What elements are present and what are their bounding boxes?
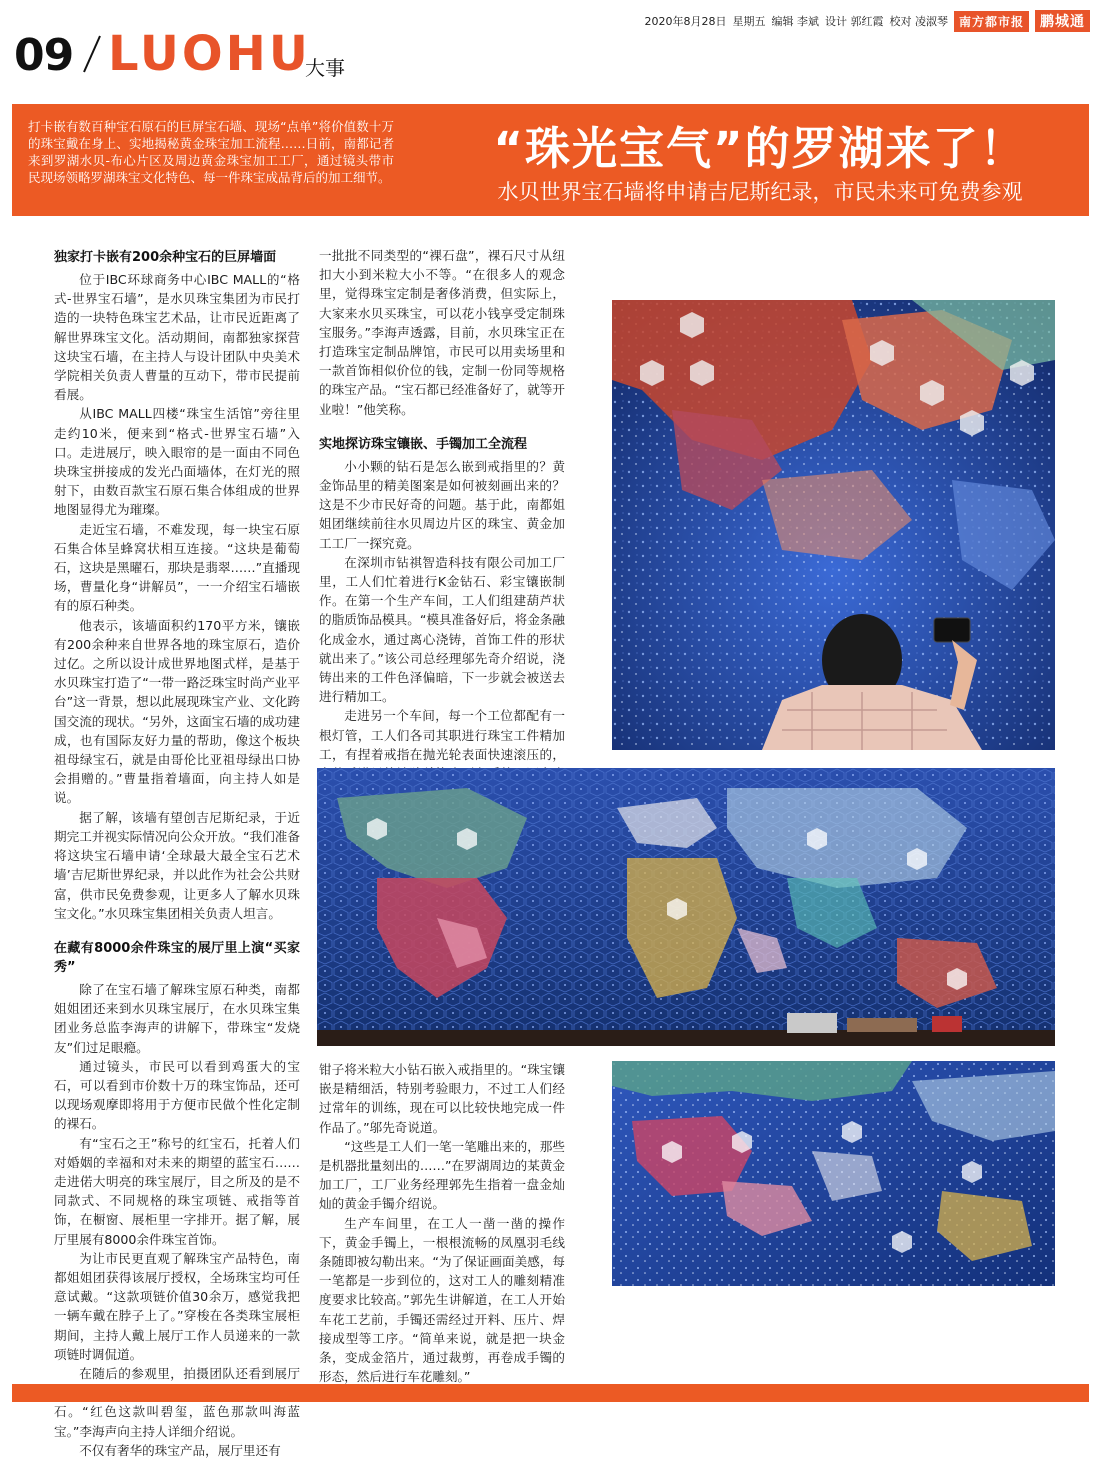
footer-bar xyxy=(12,1384,1089,1402)
paragraph: 走进另一个车间，每一个工位都配有一根灯管，工人们各司其职进行珠宝工件精加工，有捏着戒指在抛光轮表面快速滚压的， xyxy=(319,708,565,762)
paragraph: 在深圳市钻祺智造科技有限公司加工厂里，工人们忙着进行K金钻石、彩宝镶嵌制作。在第一个生产车间，工人们组建葫芦状的脂质饰品模具。“模具准备好后，将金条融化成金水，通过离心浇铸，首饰工件的形状就出来了。”该公司总经理邬先奇介绍说，浇铸出来的工件色泽偏暗，下一步就会被送去进行精加工。 xyxy=(319,554,565,705)
issue-weekday: 星期五 xyxy=(732,15,766,28)
gem-wall-detail-photo xyxy=(612,1061,1055,1286)
paragraph: “这些是工人们一笔一笔雕出来的，那些是机器批量刻出的……”在罗湖周边的某黄金加工厂，工厂业务经理郭先生指着一盘金灿灿的黄金手镯介绍说。 xyxy=(319,1138,565,1212)
paragraph: 从IBC MALL四楼“珠宝生活馆”旁往里走约10米，便来到“格式-世界宝石墙”入口。走进展厅，映入眼帘的是一面由不同色块珠宝拼接成的发光凸面墙体，在灯光的照射下，由数百款宝石原石集合体组成的世界地图显得尤为璀璨。 xyxy=(54,406,300,518)
page-number: 09 xyxy=(14,30,74,81)
article-column-2 xyxy=(319,246,565,802)
paragraph: 生产车间里，在工人一凿一凿的操作下，黄金手镯上，一根根流畅的凤凰羽毛线条随即被勾勒出来。“为了保证画面美感，每一笔都是一步到位的，这对工人的雕刻精准度要求比较高。”郭先生讲解道，在工人开始车花工艺前，手镯还需经过开料、压片、焊接成型等工序。“简单来说，就是把一块金条，变成金箔片，通过裁剪，再卷成手镯的形态，然后进行车花雕刻。” xyxy=(319,1215,565,1385)
article-column-1 xyxy=(54,246,300,1460)
proofreader-credit: 校对 凌淑琴 xyxy=(889,15,948,28)
paragraph: 据了解，该墙有望创吉尼斯纪录，于近期完工并视实际情况向公众开放。“我们准备将这块宝石墙申请‘全球最大最全宝石艺术墙’吉尼斯世界纪录，并以此作为社会公共财富，供市民免费参观，让更多人了解水贝珠宝文化。”水贝珠宝集团相关负责人坦言。 xyxy=(54,809,300,921)
subheadline: 水贝世界宝石墙将申请吉尼斯纪录，市民未来可免费参观 xyxy=(497,180,1023,204)
paragraph: 他表示，该墙面积约170平方米，镶嵌有200余种来自世界各地的珠宝原石，造价过亿。之所以设计成世界地图式样，是基于水贝珠宝打造了“一带一路泛珠宝时尚产业平台”这一背景，想以此展现珠宝产业、文化跨国交流的现状。“另外，这面宝石墙的成功建成，也有国际友好力量的帮助，像这个板块祖母绿宝石，就是由哥伦比亚祖母绿出口协会捐赠的。”曹量指着墙面，向主持人如是说。 xyxy=(54,617,300,806)
subheading: 在藏有8000余件珠宝的展厅里上演“买家秀” xyxy=(54,940,300,975)
paragraph: 通过镜头，市民可以看到鸡蛋大的宝石，可以看到市价数十万的珠宝饰品，还可以现场观摩即将用于方便市民做个性化定制的裸石。 xyxy=(54,1058,300,1132)
paragraph: 不仅有奢华的珠宝产品，展厅里还有 xyxy=(79,1442,281,1458)
paragraph: 走近宝石墙，不难发现，每一块宝石原石集合体呈蜂窝状相互连接。“这块是葡萄石，这块是黑曜石，那块是翡翠……”直播现场，曹量化身“讲解员”，一一介绍宝石墙嵌有的原石种类。 xyxy=(54,521,300,614)
paragraph: 在随后的参观里，拍摄团队还看到展厅 石。“红色这款叫碧玺，蓝色那款叫海蓝宝。”李海声向主持人详细介绍说。 xyxy=(54,1365,300,1439)
paragraph: 除了在宝石墙了解珠宝原石种类，南都姐姐团还来到水贝珠宝展厅，在水贝珠宝集团业务总监李海声的讲解下，带珠宝“发烧友”们过足眼瘾。 xyxy=(54,981,300,1055)
paragraph: 小小颗的钻石是怎么嵌到戒指里的？黄金饰品里的精美图案是如何被刻画出来的？这是不少市民好奇的问题。基于此，南都姐姐团继续前往水贝周边片区的珠宝、黄金加工工厂一探究竟。 xyxy=(319,458,565,551)
section-subtitle: 大事 xyxy=(305,56,345,80)
gem-wall-closeup-photo xyxy=(612,300,1055,750)
masthead-info-line xyxy=(500,10,1090,32)
paragraph: 为让市民更直观了解珠宝产品特色，南都姐姐团获得该展厅授权，全场珠宝均可任意试戴。“这款项链价值30余万，感觉我把一辆车戴在脖子上了。”穿梭在各类珠宝展柜期间，主持人戴上展厅工作人员递来的一款项链时调侃道。 xyxy=(54,1250,300,1362)
gem-wall-panorama-photo xyxy=(317,768,1055,1046)
issue-date: 2020年8月28日 xyxy=(644,15,727,28)
editor-credit: 编辑 李斌 xyxy=(771,15,819,28)
designer-credit: 设计 郭红霞 xyxy=(824,15,884,28)
subheading: 实地探访珠宝镶嵌、手镯加工全流程 xyxy=(319,436,528,452)
edition-logo: 鹏城通 xyxy=(1035,10,1090,32)
slash-divider xyxy=(78,32,104,76)
subheading: 独家打卡嵌有200余种宝石的巨屏墙面 xyxy=(54,250,277,265)
headline: “珠光宝气”的罗湖来了！ xyxy=(493,122,1027,175)
banner-lead-paragraph: 打卡嵌有数百种宝石原石的巨屏宝石墙、现场“点单”将价值数十万的珠宝戴在身上、实地揭秘黄金珠宝加工流程……日前，南都记者来到罗湖水贝-布心片区及周边黄金珠宝加工工厂，通过镜头带市民现场领略罗湖珠宝文化特色、每一件珠宝成品背后的加工细节。 xyxy=(28,119,394,185)
paragraph: 位于IBC环球商务中心IBC MALL的“格式-世界宝石墙”，是水贝珠宝集团为市民打造的一块特色珠宝艺术品，让市民近距离了解世界珠宝文化。活动期间，南都独家探营这块宝石墙，在主持人与设计团队中央美术学院相关负责人曹量的互动下，带市民提前看展。 xyxy=(54,272,300,403)
newspaper-logo: 南方都市报 xyxy=(954,11,1029,32)
article-column-2-continued xyxy=(319,1060,565,1406)
paragraph: 钳子将米粒大小钻石嵌入戒指里的。“珠宝镶嵌是精细活，特别考验眼力，不过工人们经过常年的训练，现在可以比较快地完成一件作品了。”邬先奇说道。 xyxy=(319,1062,565,1135)
section-name: LUOHU xyxy=(108,26,311,82)
paragraph: 有“宝石之王”称号的红宝石，托着人们对婚姻的幸福和对未来的期望的蓝宝石……走进偌大明亮的珠宝展厅，目之所及的是不同款式、不同规格的珠宝项链、戒指等首饰，在橱窗、展柜里一字排开。据了解，展厅里展有8000余件珠宝首饰。 xyxy=(54,1135,300,1247)
paragraph: 一批批不同类型的“裸石盘”，裸石尺寸从纽扣大小到米粒大小不等。“在很多人的观念里，觉得珠宝定制是奢侈消费，但实际上，大家来水贝买珠宝，可以花小钱享受定制珠宝服务。”李海声透露，目前，水贝珠宝正在打造珠宝定制品牌馆，市民可以用卖场里和一款首饰相似价位的钱，定制一份同等规格的珠宝产品。“宝石都已经准备好了，就等开业啦！”他笑称。 xyxy=(319,248,565,417)
